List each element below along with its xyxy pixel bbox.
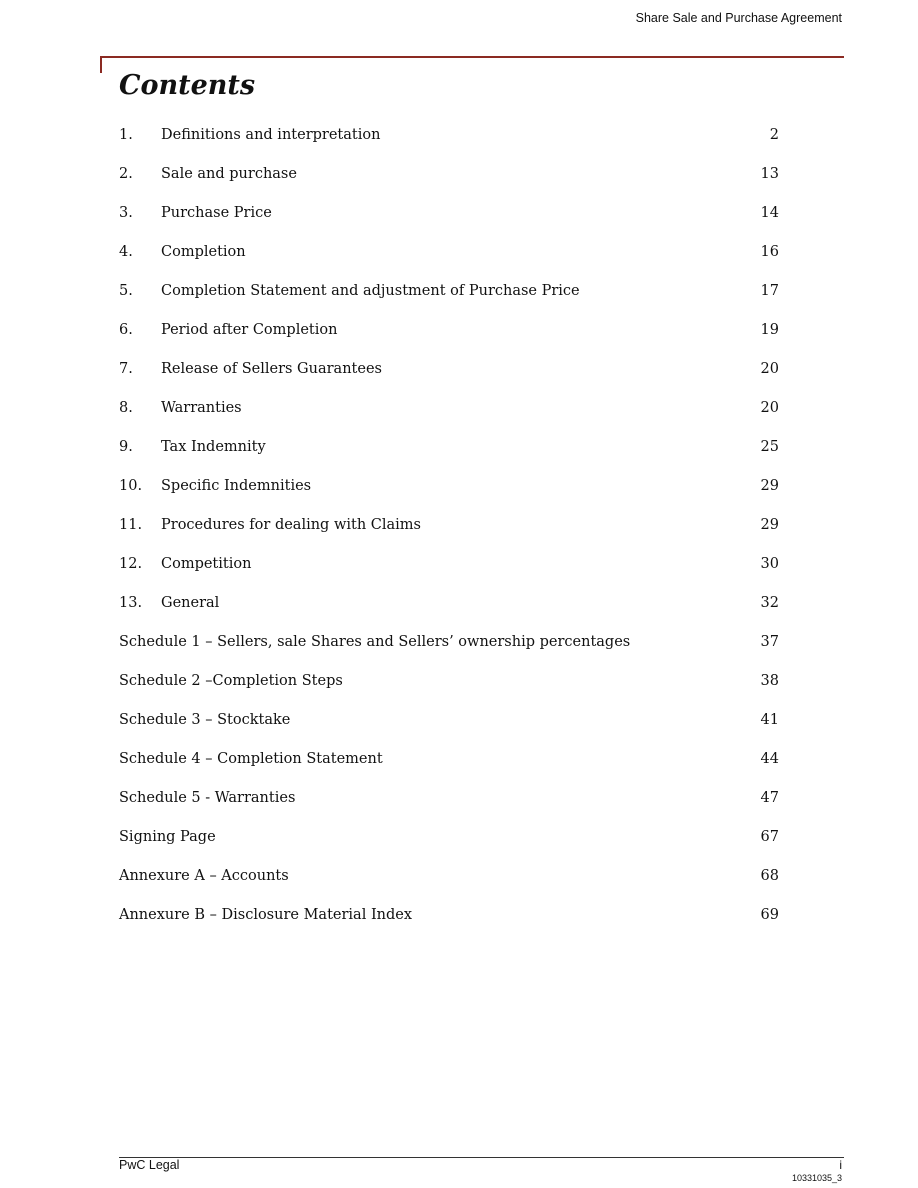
toc-entry-annexure-b[interactable] xyxy=(119,905,779,944)
toc-page-number: 17 xyxy=(760,283,779,299)
toc-entry-12[interactable] xyxy=(119,554,779,593)
toc-title: Schedule 5 - Warranties xyxy=(119,790,296,806)
toc-entry-1[interactable] xyxy=(119,125,779,164)
toc-number: 2. xyxy=(119,166,133,182)
toc-entry-10[interactable] xyxy=(119,476,779,515)
toc-title: Period after Completion xyxy=(161,322,338,338)
toc-page-number: 69 xyxy=(760,907,779,923)
toc-page-number: 32 xyxy=(760,595,779,611)
toc-page-number: 67 xyxy=(760,829,779,845)
toc-number: 1. xyxy=(119,127,133,143)
toc-page-number: 44 xyxy=(760,751,779,767)
toc-number: 8. xyxy=(119,400,133,416)
toc-number: 11. xyxy=(119,517,143,533)
toc-number: 7. xyxy=(119,361,133,377)
toc-page-number: 14 xyxy=(760,205,779,221)
toc-entry-schedule-4[interactable] xyxy=(119,749,779,788)
toc-page-number: 68 xyxy=(760,868,779,884)
header-rule xyxy=(100,56,844,58)
page-title: Contents xyxy=(119,70,256,101)
toc-title: Completion Statement and adjustment of Purchase Price xyxy=(161,283,580,299)
toc-entry-7[interactable] xyxy=(119,359,779,398)
toc-page-number: 47 xyxy=(760,790,779,806)
toc-page-number: 30 xyxy=(760,556,779,572)
toc-entry-5[interactable] xyxy=(119,281,779,320)
footer-page-number: i xyxy=(839,1158,842,1172)
toc-title: Schedule 1 – Sellers, sale Shares and Sellers’ ownership percentages xyxy=(119,634,631,650)
toc-page-number: 37 xyxy=(760,634,779,650)
toc-number: 5. xyxy=(119,283,133,299)
toc-entry-schedule-3[interactable] xyxy=(119,710,779,749)
header-rule-tick xyxy=(100,56,102,73)
toc-entry-signing-page[interactable] xyxy=(119,827,779,866)
toc-entry-2[interactable] xyxy=(119,164,779,203)
toc-page-number: 20 xyxy=(760,400,779,416)
toc-title: Competition xyxy=(161,556,252,572)
toc-entry-9[interactable] xyxy=(119,437,779,476)
footer-rule xyxy=(119,1157,844,1158)
toc-title: Release of Sellers Guarantees xyxy=(161,361,382,377)
toc-page-number: 2 xyxy=(769,127,779,143)
toc-page-number: 25 xyxy=(760,439,779,455)
toc-title: Specific Indemnities xyxy=(161,478,312,494)
toc-title: Definitions and interpretation xyxy=(161,127,381,143)
footer-firm-name: PwC Legal xyxy=(119,1158,180,1172)
toc-title: Purchase Price xyxy=(161,205,272,221)
toc-page-number: 29 xyxy=(760,517,779,533)
toc-title: Signing Page xyxy=(119,829,216,845)
toc-title: Sale and purchase xyxy=(161,166,297,182)
toc-entry-annexure-a[interactable] xyxy=(119,866,779,905)
toc-number: 4. xyxy=(119,244,133,260)
toc-number: 6. xyxy=(119,322,133,338)
toc-title: Completion xyxy=(161,244,246,260)
toc-page-number: 41 xyxy=(760,712,779,728)
toc-page-number: 29 xyxy=(760,478,779,494)
toc-entry-13[interactable] xyxy=(119,593,779,632)
toc-entry-schedule-1[interactable] xyxy=(119,632,779,671)
toc-entry-4[interactable] xyxy=(119,242,779,281)
toc-number: 10. xyxy=(119,478,143,494)
toc-page-number: 38 xyxy=(760,673,779,689)
toc-number: 13. xyxy=(119,595,143,611)
toc-page-number: 13 xyxy=(760,166,779,182)
toc-title: Procedures for dealing with Claims xyxy=(161,517,421,533)
toc-number: 12. xyxy=(119,556,143,572)
toc-title: Schedule 3 – Stocktake xyxy=(119,712,291,728)
toc-page-number: 19 xyxy=(760,322,779,338)
toc-page-number: 16 xyxy=(760,244,779,260)
toc-entry-schedule-5[interactable] xyxy=(119,788,779,827)
toc-entry-8[interactable] xyxy=(119,398,779,437)
toc-title: Annexure A – Accounts xyxy=(119,868,289,884)
toc-entry-3[interactable] xyxy=(119,203,779,242)
toc-number: 9. xyxy=(119,439,133,455)
document-header-title: Share Sale and Purchase Agreement xyxy=(635,11,842,25)
toc-entry-schedule-2[interactable] xyxy=(119,671,779,710)
toc-title: Warranties xyxy=(161,400,242,416)
toc-entry-6[interactable] xyxy=(119,320,779,359)
footer-document-reference: 10331035_3 xyxy=(791,1173,842,1183)
toc-page-number: 20 xyxy=(760,361,779,377)
toc-title: Schedule 2 –Completion Steps xyxy=(119,673,343,689)
table-of-contents xyxy=(119,125,779,944)
toc-entry-11[interactable] xyxy=(119,515,779,554)
toc-title: Annexure B – Disclosure Material Index xyxy=(119,907,413,923)
toc-title: General xyxy=(161,595,220,611)
toc-number: 3. xyxy=(119,205,133,221)
toc-title: Schedule 4 – Completion Statement xyxy=(119,751,383,767)
toc-title: Tax Indemnity xyxy=(161,439,266,455)
